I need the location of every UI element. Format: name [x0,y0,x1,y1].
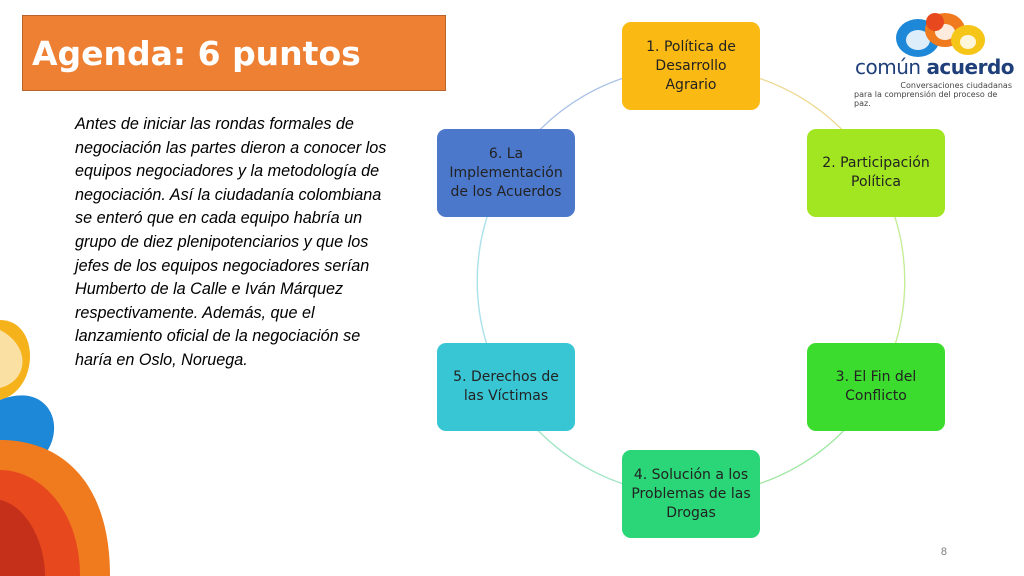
node-label: 4. Solución a los Problemas de las Drogas [631,466,751,521]
page-title: Agenda: 6 puntos [32,33,361,73]
node-label: 6. La Implementación de los Acuerdos [449,145,563,200]
page-number: 8 [940,546,947,558]
logo-brand-bold: acuerdo [926,55,1015,79]
logo-tagline-2: para la comprensión del proceso de paz. [854,90,998,108]
node-label: 1. Política de Desarrollo Agrario [646,38,736,93]
node-label: 5. Derechos de las Víctimas [453,369,559,404]
logo-tagline-1: Conversaciones ciudadanas [900,81,1012,90]
node-label: 3. El Fin del Conflicto [835,369,917,404]
body-paragraph: Antes de iniciar las rondas formales de negociación las partes dieron a conocer los equipos negociadores y la metodología de negociación. Así la ciudadanía colombiana se enteró que en cada equipo habría un grupo de diez plenipotenciarios y que los jefes de los equipos negociadores serían Humberto de la Calle e Iván Márquez respectivamente. Además, que el lanzamiento oficial de la negociación se haría en Oslo, Noruega. [75,115,387,369]
logo-wordmark [855,55,1014,79]
logo-brand-light: común [855,55,921,79]
node-label: 2. Participación Política [822,155,930,190]
